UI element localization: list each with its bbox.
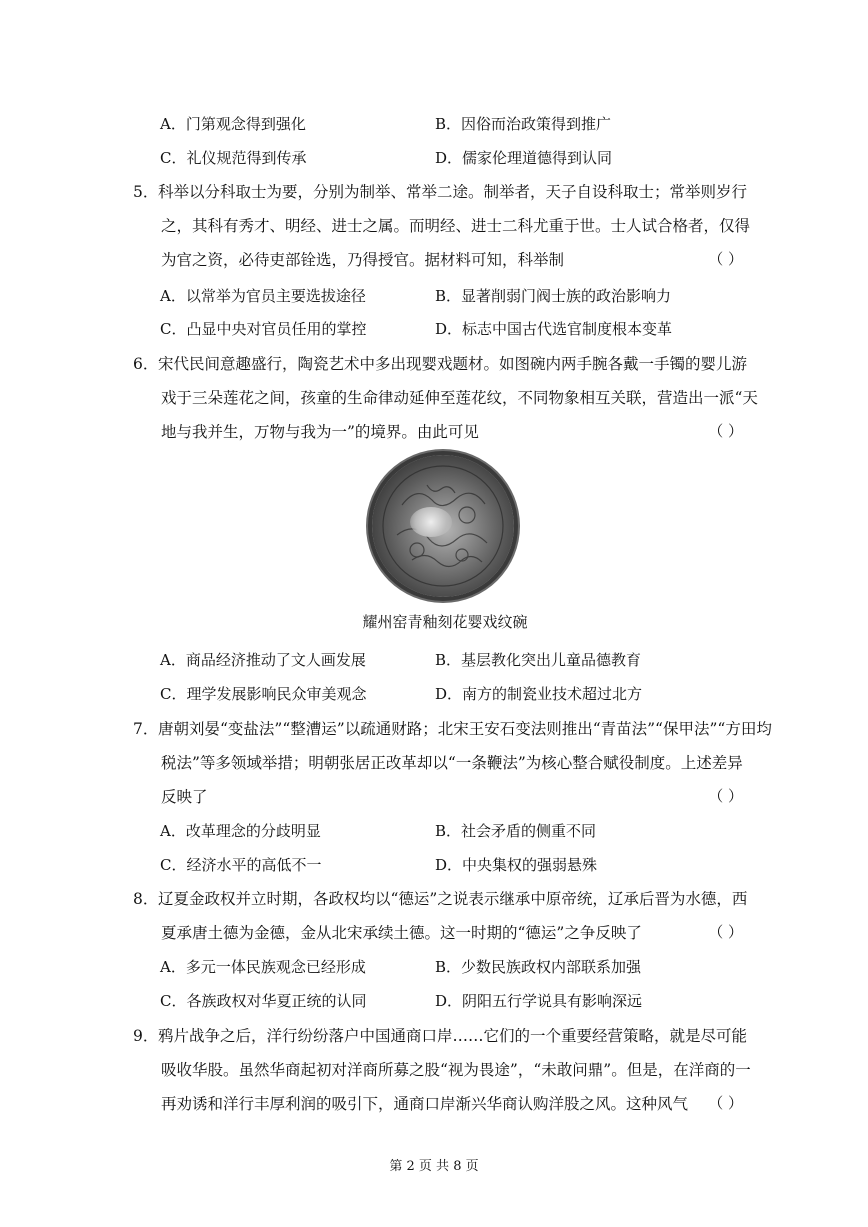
q4-option-c: C．礼仪规范得到传承: [160, 149, 307, 167]
q4-options-row-2: [160, 147, 760, 169]
q6-option-b: B．基层教化突出儿童品德教育: [435, 651, 642, 669]
bowl-highlight: [410, 507, 452, 537]
q5-option-c: C．凸显中央对官员任用的掌控: [160, 320, 367, 338]
question-9-number: 9．: [133, 1027, 159, 1045]
question-5-line-3: 为官之资，必待吏部铨选，乃得授官。据材料可知，科举制: [161, 251, 565, 269]
q8-option-b: B．少数民族政权内部联系加强: [435, 958, 642, 976]
q4-option-b: B．因俗而治政策得到推广: [435, 115, 612, 133]
question-6-line-2: 戏于三朵莲花之间，孩童的生命律动延伸至莲花纹，不同物象相互关联，营造出一派“天: [161, 389, 758, 407]
question-8-number: 8．: [133, 890, 159, 908]
q5-option-a: A．以常举为官员主要选拔途径: [160, 287, 366, 305]
question-7-line-1: 唐朝刘晏“变盐法”“整漕运”以疏通财路；北宋王安石变法则推出“青苗法”“保甲法”“方田均: [158, 720, 772, 738]
question-7-answer-paren: （ ）: [708, 787, 743, 805]
page-number-footer: 第 2 页 共 8 页: [389, 1159, 479, 1174]
q4-option-a: A．门第观念得到强化: [160, 115, 306, 133]
question-6-answer-paren: （ ）: [708, 422, 743, 440]
question-9-line-1: 鸦片战争之后，洋行纷纷落户中国通商口岸……它们的一个重要经营策略，就是尽可能: [158, 1027, 748, 1045]
question-9-line-3: 再劝诱和洋行丰厚利润的吸引下，通商口岸渐兴华商认购洋股之风。这种风气: [161, 1095, 689, 1113]
q6-options-row-1: [160, 649, 760, 671]
q4-options-row-1: [160, 113, 760, 135]
question-6: [133, 352, 758, 452]
question-7-number: 7．: [133, 720, 159, 738]
q6-option-a: A．商品经济推动了文人画发展: [160, 651, 366, 669]
q7-options-row-1: [160, 820, 760, 842]
question-8-line-1: 辽夏金政权并立时期，各政权均以“德运”之说表示继承中原帝统，辽承后晋为水德，西: [158, 890, 748, 908]
q8-option-a: A．多元一体民族观念已经形成: [160, 958, 366, 976]
question-9-line-2: 吸收华股。虽然华商起初对洋商所募之股“视为畏途”，“未敢问鼎”。但是，在洋商的一: [161, 1061, 751, 1079]
question-9-answer-paren: （ ）: [708, 1094, 743, 1112]
q7-option-a: A．改革理念的分歧明显: [160, 822, 321, 840]
question-5-line-2: 之，其科有秀才、明经、进士之属。而明经、进士二科尤重于世。士人试合格者，仅得: [161, 217, 751, 235]
question-8-line-2: 夏承唐土德为金德，金从北宋承续土德。这一时期的“德运”之争反映了: [161, 924, 642, 942]
q5-option-d: D．标志中国古代选官制度根本变革: [435, 320, 673, 338]
question-8: [133, 887, 748, 953]
q8-option-c: C．各族政权对华夏正统的认同: [160, 992, 367, 1010]
q6-option-c: C．理学发展影响民众审美观念: [160, 685, 367, 703]
q7-option-d: D．中央集权的强弱悬殊: [435, 856, 598, 874]
question-5-answer-paren: （ ）: [708, 250, 743, 268]
question-6-line-3: 地与我并生，万物与我为一”的境界。由此可见: [161, 423, 479, 441]
q5-options-row-2: [160, 318, 760, 340]
q4-option-d: D．儒家伦理道德得到认同: [435, 149, 613, 167]
bowl-photo: [372, 455, 514, 597]
question-9: [133, 1024, 751, 1124]
q7-option-b: B．社会矛盾的侧重不同: [435, 822, 597, 840]
question-5-number: 5．: [133, 183, 159, 201]
question-7-line-3: 反映了: [161, 788, 208, 806]
question-6-number: 6．: [133, 355, 159, 373]
q8-option-d: D．阴阳五行学说具有影响深远: [435, 992, 643, 1010]
q7-options-row-2: [160, 854, 760, 876]
question-8-answer-paren: （ ）: [708, 923, 743, 941]
q5-options-row-1: [160, 285, 760, 307]
question-6-line-1: 宋代民间意趣盛行，陶瓷艺术中多出现婴戏题材。如图碗内两手腕各戴一手镯的婴儿游: [158, 355, 748, 373]
question-5-line-1: 科举以分科取士为要，分别为制举、常举二途。制举者，天子自设科取士；常举则岁行: [158, 183, 748, 201]
image-caption: 耀州窑青釉刻花婴戏纹碗: [362, 613, 528, 631]
question-5: [133, 180, 751, 280]
q8-options-row-2: [160, 990, 760, 1012]
q7-option-c: C．经济水平的高低不一: [160, 856, 322, 874]
q6-option-d: D．南方的制瓷业技术超过北方: [435, 685, 643, 703]
question-7-line-2: 税法”等多领域举措；明朝张居正改革却以“一条鞭法”为核心整合赋役制度。上述差异: [161, 754, 743, 772]
question-7: [133, 717, 772, 817]
q6-options-row-2: [160, 683, 760, 705]
q5-option-b: B．显著削弱门阀士族的政治影响力: [435, 287, 672, 305]
q8-options-row-1: [160, 956, 760, 978]
